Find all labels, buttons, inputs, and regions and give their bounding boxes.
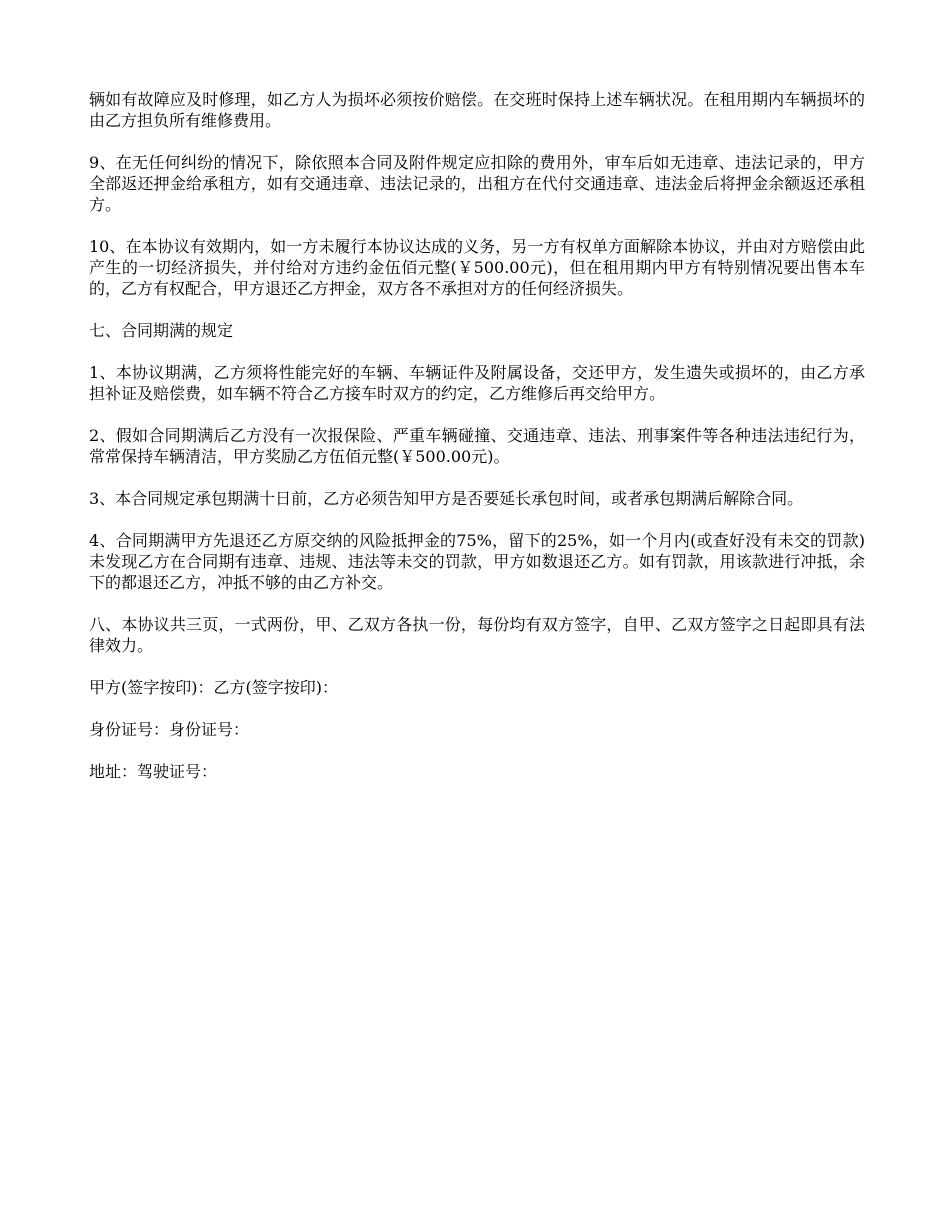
section-8-copies: 八、本协议共三页，一式两份，甲、乙双方各执一份，每份均有双方签字，自甲、乙双方签字之日起即具有法律效力。: [89, 615, 865, 655]
clause-9-deposit-return: 9、在无任何纠纷的情况下，除依照本合同及附件规定应扣除的费用外，审车后如无违章、违法记录的，甲方全部返还押金给承租方，如有交通违章、违法记录的，出租方在代付交通违章、违法金后将押金余额返还承租方。: [89, 153, 865, 214]
clause-7-3-notice: 3、本合同规定承包期满十日前，乙方必须告知甲方是否要延长承包时间，或者承包期满后解除合同。: [89, 489, 804, 508]
signature-line-parties: 甲方(签字按印)：乙方(签字按印)：: [89, 678, 338, 697]
signature-line-address-license: 地址：驾驶证号：: [89, 762, 218, 781]
clause-7-2-reward: 2、假如合同期满后乙方没有一次报保险、严重车辆碰撞、交通违章、违法、刑事案件等各种违法违纪行为，常常保持车辆清洁，甲方奖励乙方伍佰元整(￥500.00元)。: [89, 426, 865, 466]
clause-7-1-return-vehicle: 1、本协议期满，乙方须将性能完好的车辆、车辆证件及附属设备，交还甲方，发生遗失或损坏的，由乙方承担补证及赔偿费，如车辆不符合乙方接车时双方的约定，乙方维修后再交给甲方。: [89, 363, 865, 403]
paragraph-continued-vehicle-repair: 辆如有故障应及时修理，如乙方人为损坏必须按价赔偿。在交班时保持上述车辆状况。在租用期内车辆损坏的由乙方担负所有维修费用。: [89, 90, 865, 130]
clause-7-4-deposit-refund: 4、合同期满甲方先退还乙方原交纳的风险抵押金的75%，留下的25%，如一个月内(或查好没有未交的罚款)未发现乙方在合同期有违章、违规、违法等未交的罚款，甲方如数退还乙方。如有罚款，用该款进行冲抵，余下的都退还乙方，冲抵不够的由乙方补交。: [89, 531, 865, 592]
section-7-heading: 七、合同期满的规定: [89, 321, 234, 340]
document-page: [89, 89, 865, 803]
signature-line-id-numbers: 身份证号：身份证号：: [89, 720, 250, 739]
clause-10-termination: 10、在本协议有效期内，如一方未履行本协议达成的义务，另一方有权单方面解除本协议，并由对方赔偿由此产生的一切经济损失，并付给对方违约金伍佰元整(￥500.00元)，但在租用期内甲方有特别情况要出售本车的，乙方有权配合，甲方退还乙方押金，双方各不承担对方的任何经济损失。: [89, 237, 865, 298]
